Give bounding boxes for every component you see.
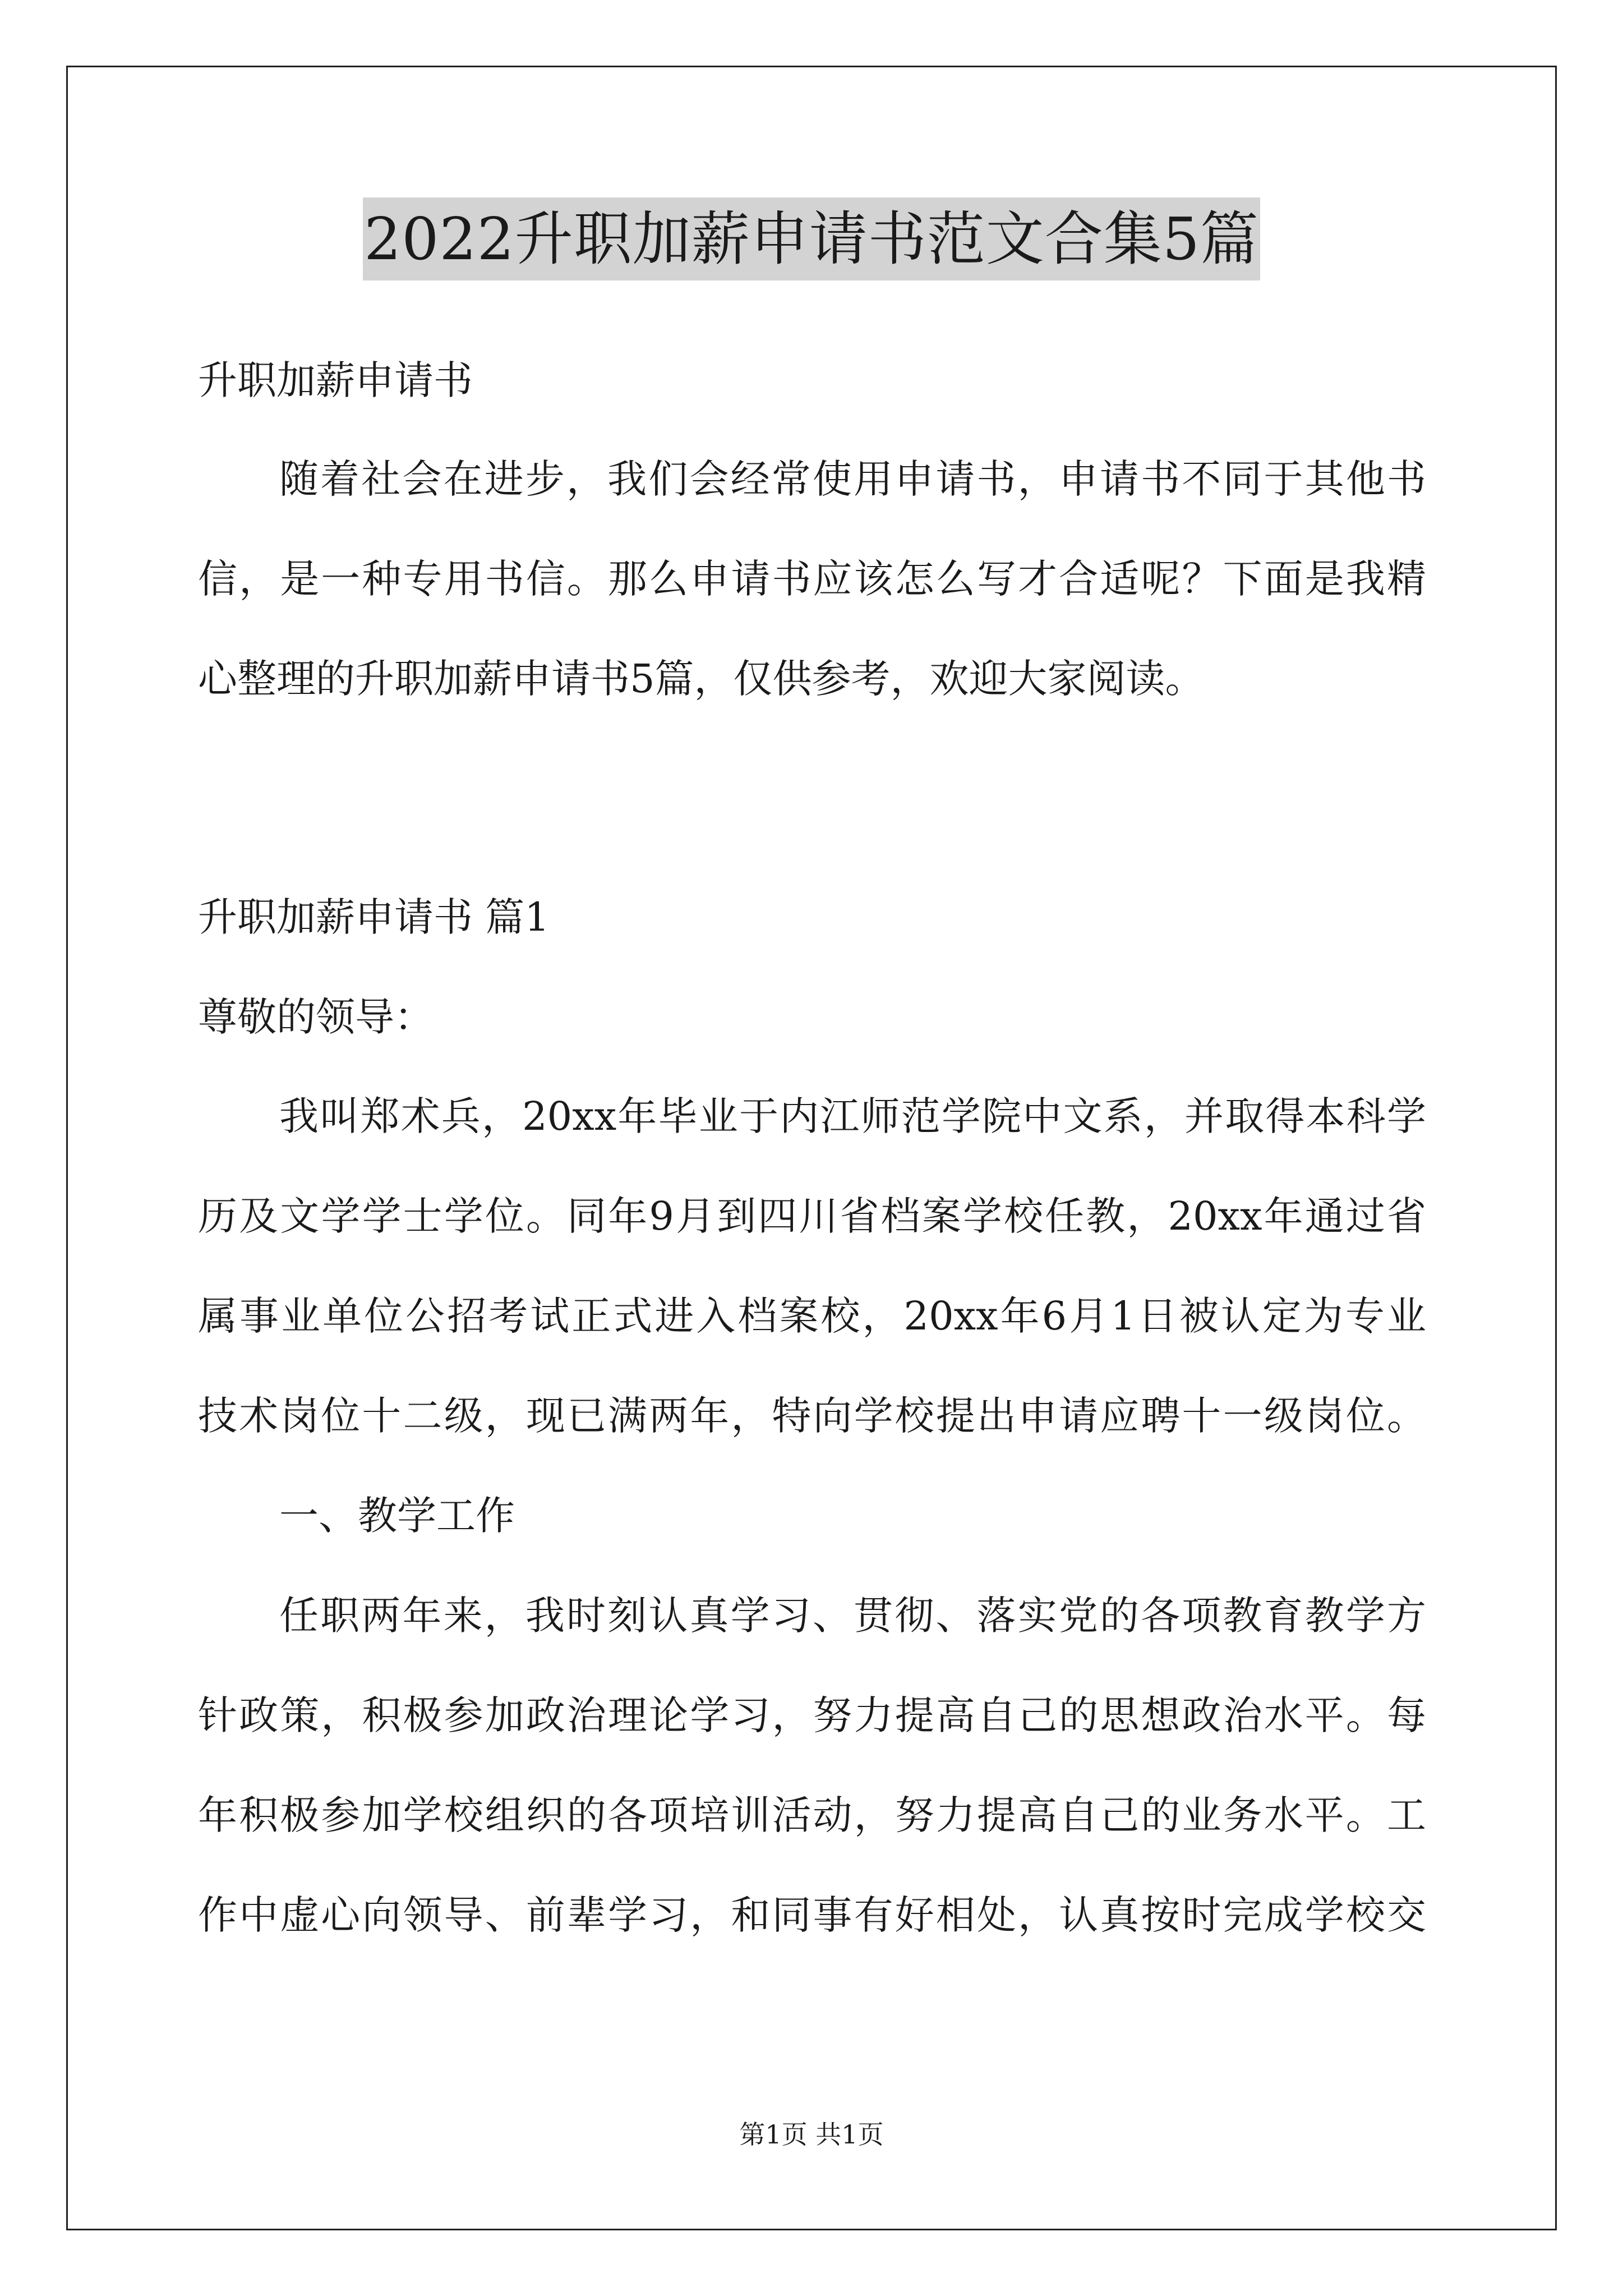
para1-line-2: 历及文学学士学位。同年9月到四川省档案学校任教，20xx年通过省 xyxy=(198,1193,1426,1239)
section-subheading: 一、教学工作 xyxy=(279,1493,515,1539)
intro-line-3: 心整理的升职加薪申请书5篇，仅供参考，欢迎大家阅读。 xyxy=(198,656,1205,702)
para2-line-4: 作中虚心向领导、前辈学习，和同事有好相处，认真按时完成学校交 xyxy=(198,1892,1426,1938)
section-heading: 升职加薪申请书 xyxy=(198,357,473,403)
para1-line-1: 我叫郑术兵，20xx年毕业于内江师范学院中文系，并取得本科学 xyxy=(279,1093,1426,1139)
para2-line-1: 任职两年来，我时刻认真学习、贯彻、落实党的各项教育教学方 xyxy=(279,1593,1426,1639)
para2-line-2: 针政策，积极参加政治理论学习，努力提高自己的思想政治水平。每 xyxy=(198,1692,1426,1738)
page-footer: 第1页 共1页 xyxy=(739,2119,884,2150)
salutation: 尊敬的领导： xyxy=(198,994,434,1040)
intro-line-2: 信，是一种专用书信。那么申请书应该怎么写才合适呢？下面是我精 xyxy=(198,556,1426,602)
article-heading: 升职加薪申请书 篇1 xyxy=(198,894,550,940)
document-title: 2022升职加薪申请书范文合集5篇 xyxy=(363,197,1260,280)
para1-line-4: 技术岗位十二级，现已满两年，特向学校提出申请应聘十一级岗位。 xyxy=(198,1393,1426,1439)
para1-line-3: 属事业单位公招考试正式进入档案校，20xx年6月1日被认定为专业 xyxy=(198,1293,1426,1339)
title-container xyxy=(0,197,1623,280)
para2-line-3: 年积极参加学校组织的各项培训活动，努力提高自己的业务水平。工 xyxy=(198,1792,1426,1838)
intro-line-1: 随着社会在进步，我们会经常使用申请书，申请书不同于其他书 xyxy=(279,456,1426,502)
